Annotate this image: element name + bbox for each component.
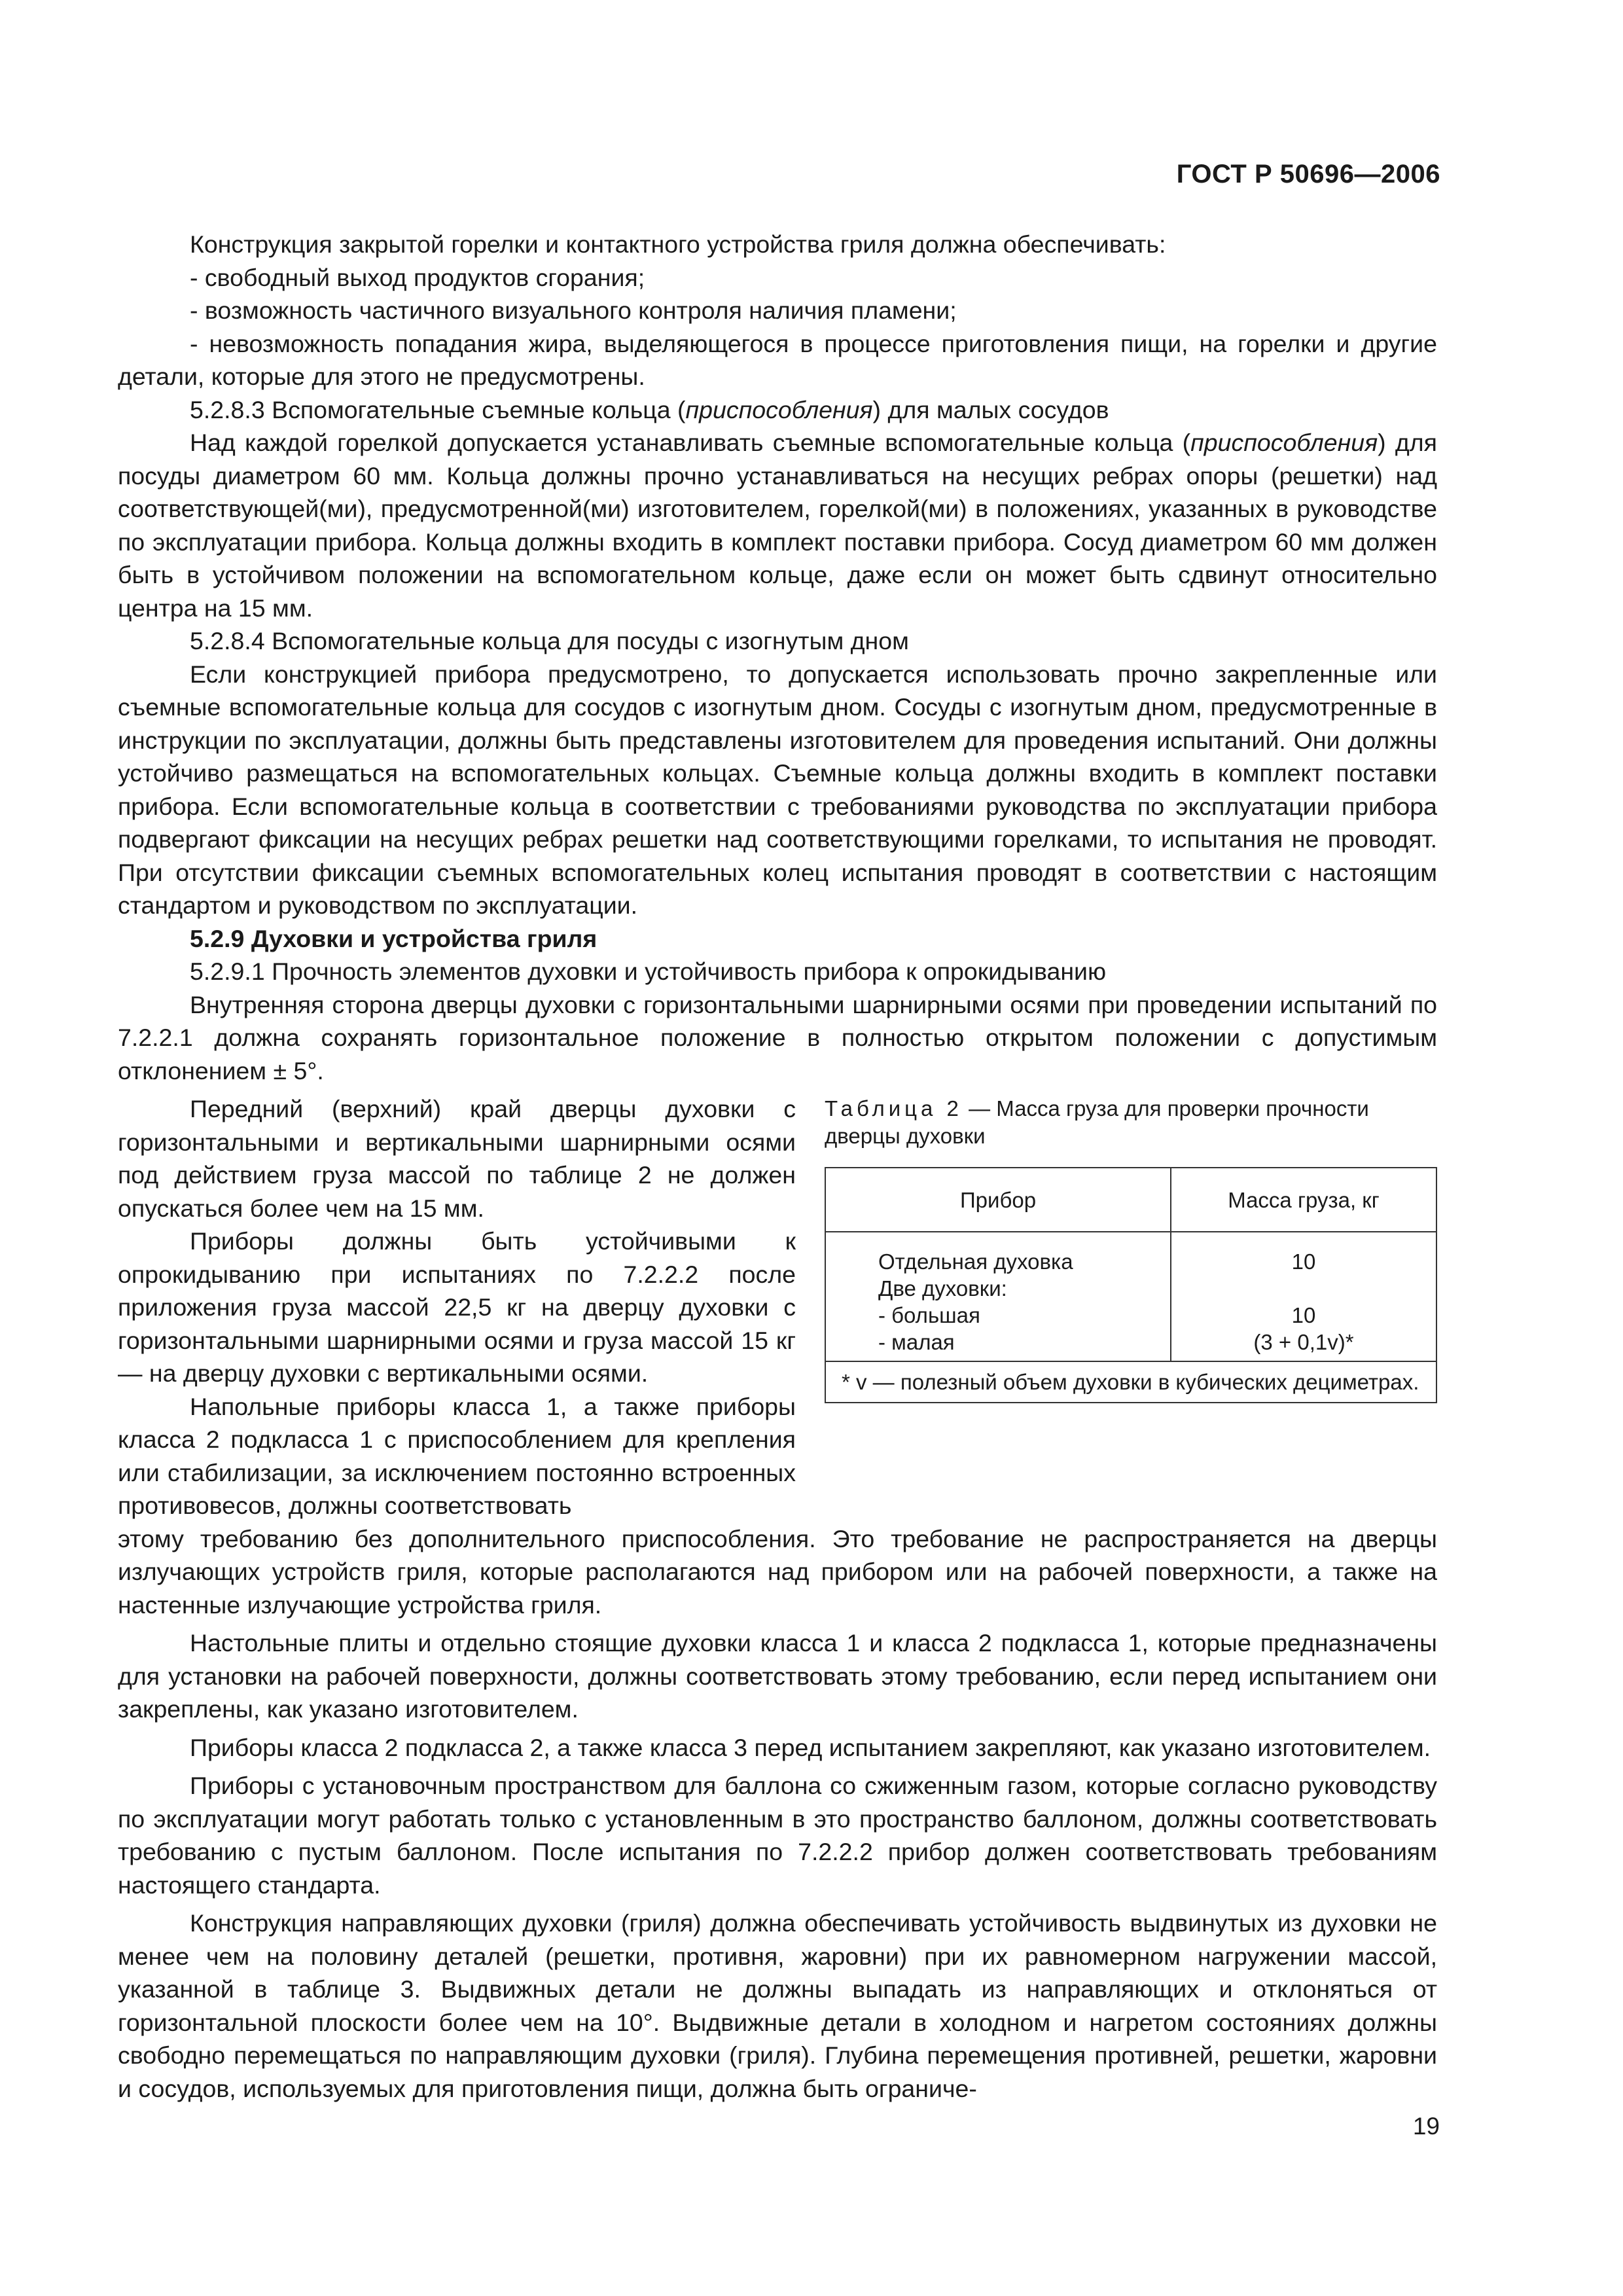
- left-column: [118, 1092, 796, 1522]
- main-content: [118, 228, 1437, 2105]
- paragraph: Приборы должны быть устойчивыми к опрокидыванию при испытаниях по 7.2.2.2 после приложения груза массой 22,5 кг на дверцу духовки с горизонтальными шарнирными осями и груза массой 15 кг — на дверцу духовки с вертикальными осями.: [118, 1227, 796, 1387]
- table-cell: (3 + 0,1v)*: [1253, 1330, 1354, 1354]
- paragraph-continuation: этому требованию без дополнительного приспособления. Это требование не распространяется на дверцы излучающих устройств гриля, которые располагаются над прибором или на рабочей поверхности, а также на настенные излучающие устройства гриля.: [118, 1524, 1437, 1619]
- paragraph: Приборы с установочным пространством для баллона со сжиженным газом, которые согласно руководству по эксплуатации могут работать только с установленным в это пространство баллоном, должны соответствовать требованию с пустым баллоном. После испытания по 7.2.2.2 прибор должен соответствовать требованиям настоящего стандарта.: [118, 1772, 1437, 1899]
- paragraph: Настольные плиты и отдельно стоящие духовки класса 1 и класса 2 подкласса 1, которые предназначены для установки на рабочей поверхности, должны соответствовать этому требованию, если перед испытанием они закреплены, как указано изготовителем.: [118, 1629, 1437, 1723]
- list-item: - возможность частичного визуального контроля наличия пламени;: [190, 296, 957, 324]
- table-row: [825, 1232, 1436, 1361]
- table-cell-devices: [825, 1232, 1171, 1361]
- table-caption-text: — Масса груза для проверки прочности дверцы духовки: [825, 1096, 1369, 1148]
- table-header-row: [825, 1168, 1436, 1232]
- table-header-device: Прибор: [825, 1168, 1171, 1232]
- document-header: ГОСТ Р 50696—2006: [1176, 160, 1440, 188]
- table-caption: [825, 1095, 1437, 1150]
- table-cell: - малая: [878, 1330, 955, 1354]
- table-cell: 10: [1291, 1249, 1316, 1274]
- paragraph: Над каждой горелкой допускается устанавливать съемные вспомогательные кольца (приспособления) для посуды диаметром 60 мм. Кольца должны прочно устанавливаться на несущих ребрах опоры (решетки) над соответствующей(ми), предусмотренной(ми) изготовителем, горелкой(ми) в положениях, указанных в руководстве по эксплуатации прибора. Кольца должны входить в комплект поставки прибора. Сосуд диаметром 60 мм должен быть в устойчивом положении на вспомогательном кольце, даже если он может быть сдвинут относительно центра на 15 мм.: [118, 429, 1437, 622]
- paragraph: Передний (верхний) край дверцы духовки с горизонтальными и вертикальными шарнирными осями под действием груза массой по таблице 2 не должен опускаться более чем на 15 мм.: [118, 1095, 796, 1222]
- page-number: 19: [1412, 2113, 1440, 2140]
- table-note: * v — полезный объем духовки в кубических дециметрах.: [825, 1361, 1436, 1403]
- table-cell: Отдельная духовка: [878, 1249, 1073, 1274]
- paragraph: Если конструкцией прибора предусмотрено, то допускается использовать прочно закрепленные или съемные вспомогательные кольца для сосудов с изогнутым дном. Сосуды с изогнутым дном, предусмотренные в инструкции по эксплуатации, должны быть представлены изготовителем для проведения испытаний. Они должны устойчиво размещаться на вспомогательных кольцах. Съемные кольца должны входить в комплект поставки прибора. Если вспомогательные кольца в соответствии с требованиями руководства по эксплуатации прибора подвергают фиксации на несущих ребрах решетки над соответствующими горелками, то испытания не проводят. При отсутствии фиксации съемных вспомогательных колец испытания проводят в соответствии с настоящим стандартом и руководством по эксплуатации.: [118, 660, 1437, 919]
- section-heading-5284: 5.2.8.4 Вспомогательные кольца для посуды с изогнутым дном: [190, 627, 909, 655]
- paragraph: Конструкция закрытой горелки и контактного устройства гриля должна обеспечивать:: [190, 230, 1166, 258]
- mass-table: [825, 1167, 1437, 1403]
- table-cell: Две духовки:: [878, 1276, 1007, 1300]
- table-cell-masses: [1171, 1232, 1436, 1361]
- table-note-row: [825, 1361, 1436, 1403]
- paragraph: Конструкция направляющих духовки (гриля) должна обеспечивать устойчивость выдвинутых из духовки не менее чем на половину деталей (решетки, противня, жаровни) при их равномерном нагружении массой, указанной в таблице 3. Выдвижных детали не должны выпадать из направляющих и отклоняться от горизонтальной плоскости более чем на 10°. Выдвижные детали в холодном и нагретом состояниях должны свободно перемещаться по направляющим духовки (гриля). Глубина перемещения противней, решетки, жаровни и сосудов, используемых для приготовления пищи, должна быть ограниче-: [118, 1909, 1437, 2102]
- paragraph: Приборы класса 2 подкласса 2, а также класса 3 перед испытанием закрепляют, как указано изготовителем.: [190, 1733, 1431, 1761]
- section-heading-5283: 5.2.8.3 Вспомогательные съемные кольца (приспособления) для малых сосудов: [190, 395, 1109, 423]
- table-2: [825, 1095, 1437, 1403]
- table-cell: 10: [1291, 1303, 1316, 1327]
- text-with-table: [118, 1092, 1437, 1522]
- paragraph: Напольные приборы класса 1, а также приборы класса 2 подкласса 1 с приспособлением для крепления или стабилизации, за исключением постоянно встроенных противовесов, должны соответствовать: [118, 1392, 796, 1519]
- paragraph: Внутренняя сторона дверцы духовки с горизонтальными шарнирными осями при проведении испытаний по 7.2.2.1 должна сохранять горизонтальное положение в полностью открытом положении с допустимым отклонением ± 5°.: [118, 990, 1437, 1085]
- list-item: - свободный выход продуктов сгорания;: [190, 263, 645, 291]
- table-caption-label: Таблица 2: [825, 1096, 963, 1121]
- table-cell-empty: [1171, 1275, 1436, 1302]
- table-cell: - большая: [878, 1303, 980, 1327]
- table-header-mass: Масса груза, кг: [1171, 1168, 1436, 1232]
- section-heading-5291: 5.2.9.1 Прочность элементов духовки и устойчивость прибора к опрокидыванию: [190, 958, 1107, 985]
- section-heading-529: 5.2.9 Духовки и устройства гриля: [190, 924, 597, 952]
- list-item: - невозможность попадания жира, выделяющегося в процессе приготовления пищи, на горелки и другие детали, которые для этого не предусмотрены.: [118, 329, 1437, 390]
